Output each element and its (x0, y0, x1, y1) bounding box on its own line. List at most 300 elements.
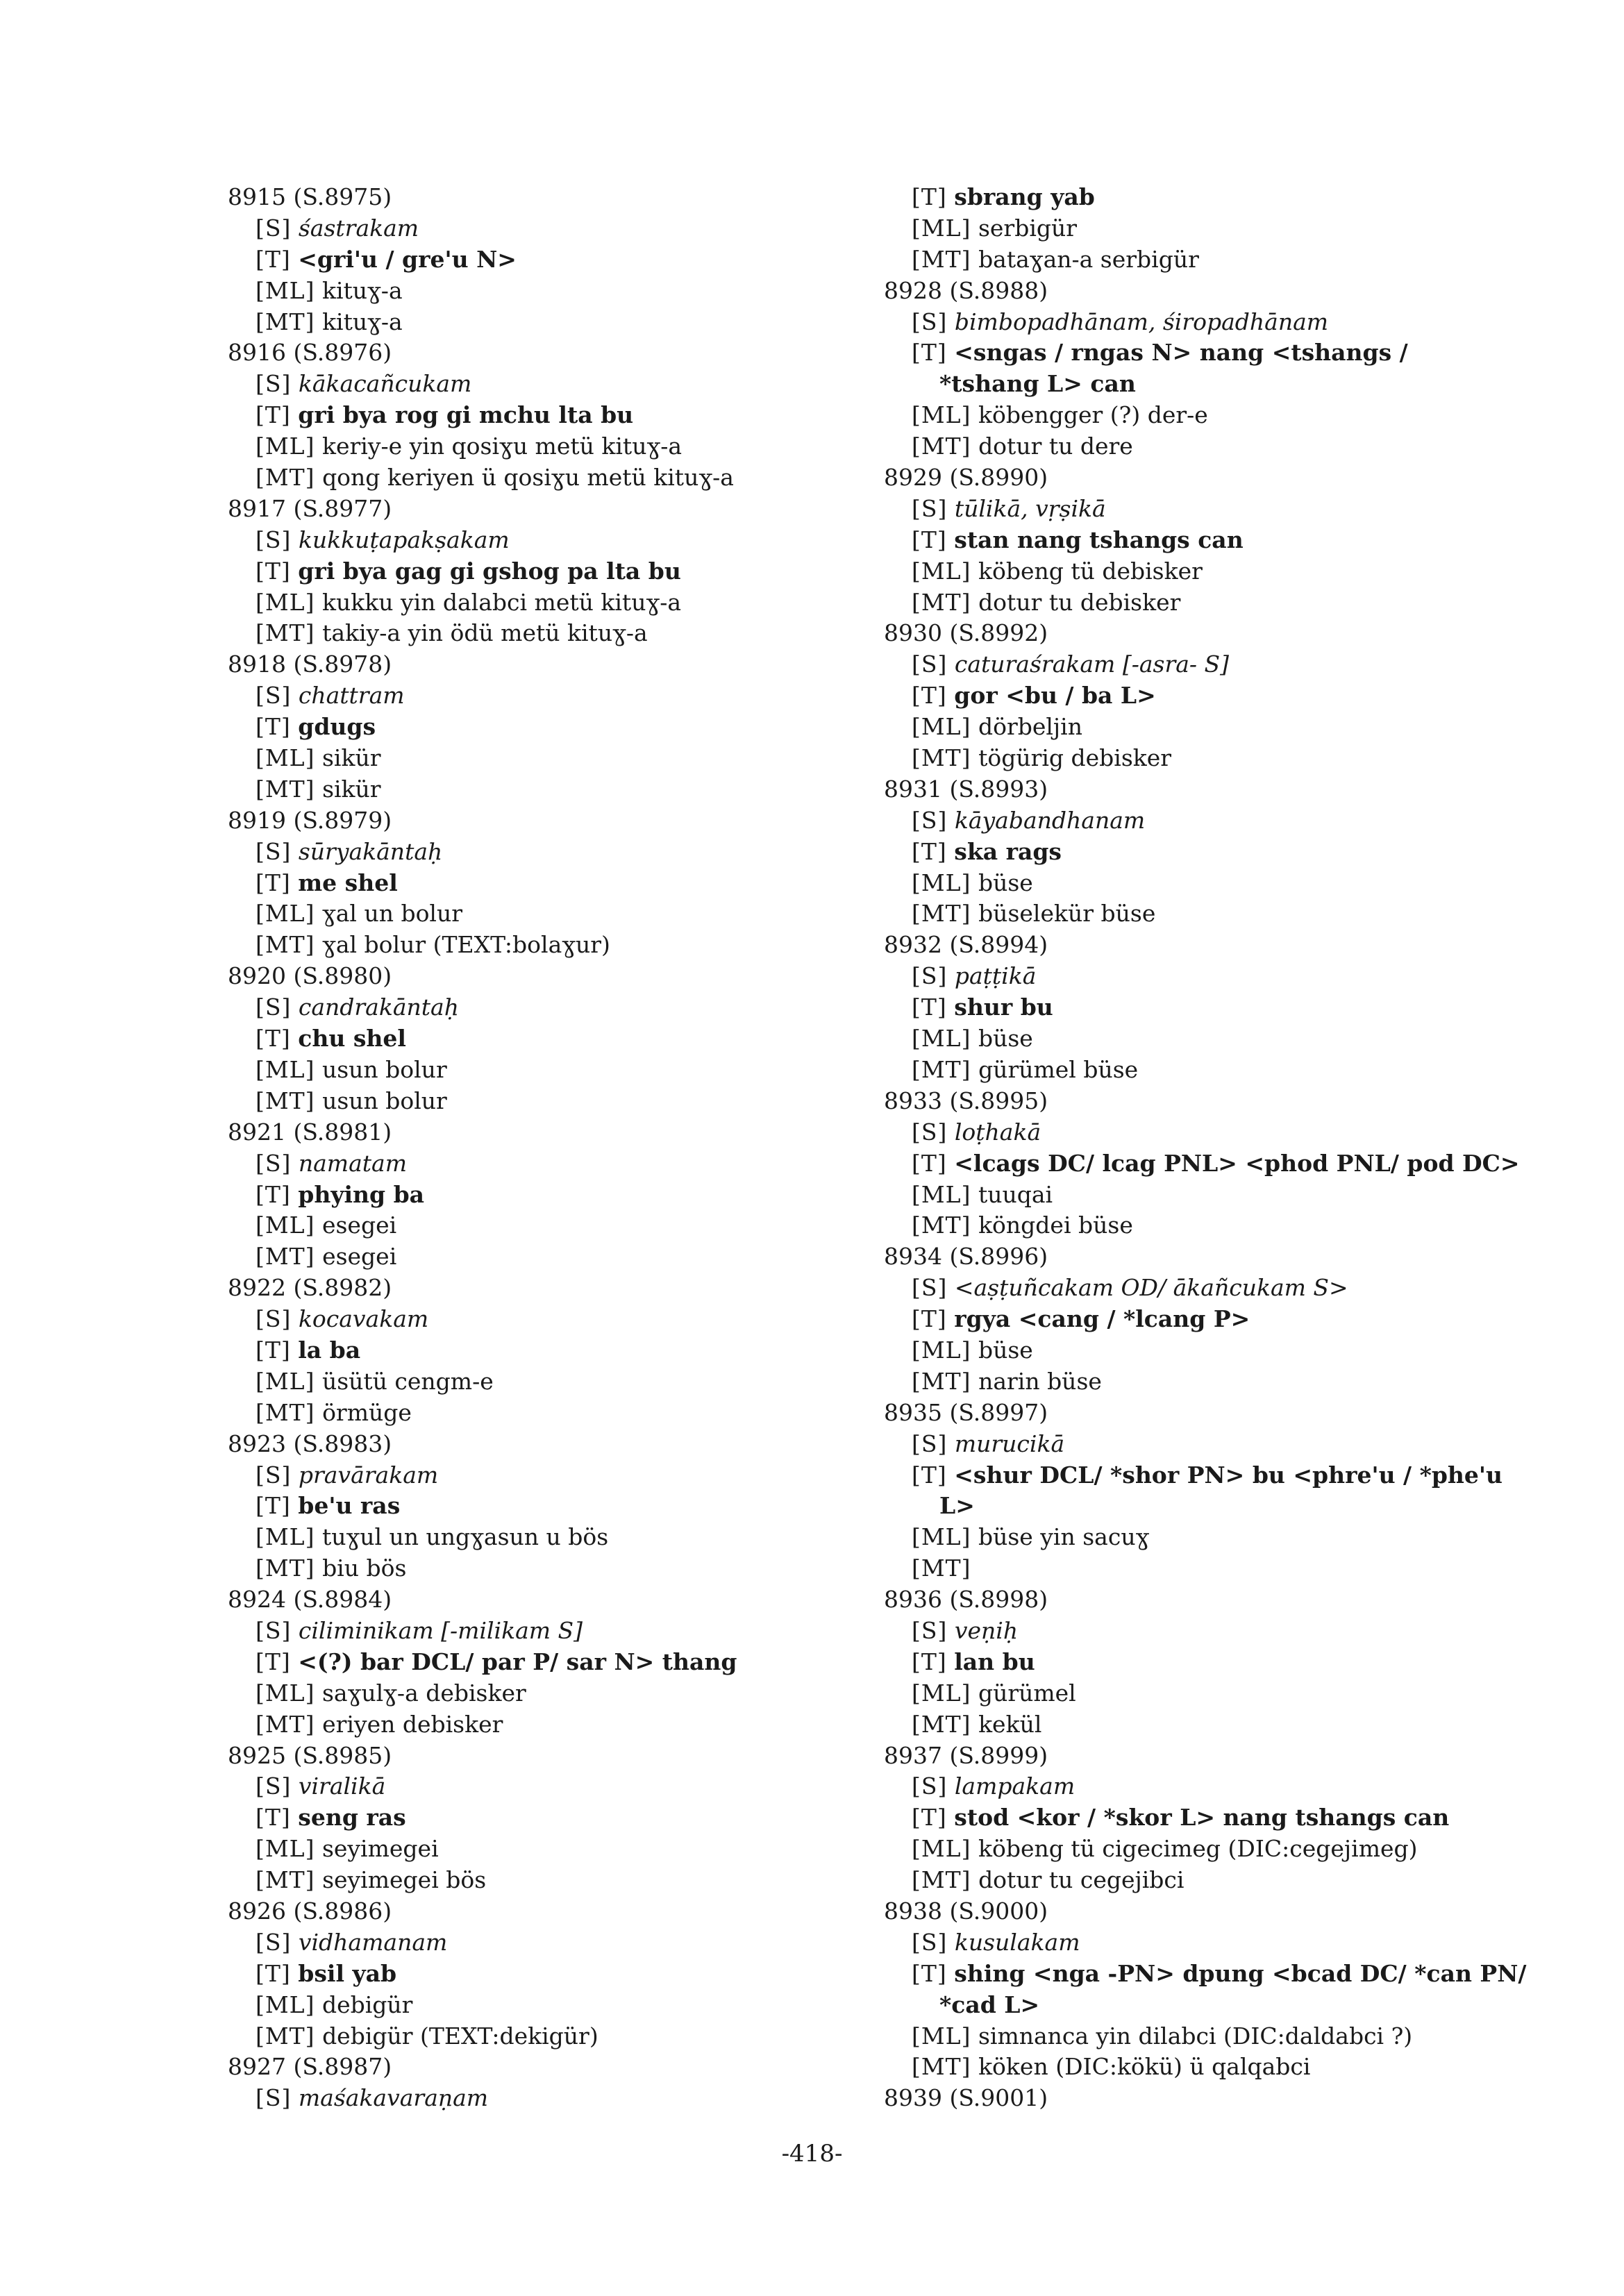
field-tag: [MT] (912, 744, 971, 772)
field-value: vidhamanam (298, 1928, 448, 1956)
entry-field (228, 1460, 894, 1491)
entry-field (884, 805, 1516, 837)
field-tag: [T] (912, 837, 947, 865)
field-tag: [S] (912, 1616, 948, 1644)
field-tag: [T] (256, 1959, 291, 1987)
field-value: debigür (321, 1991, 413, 2018)
field-value: śastrakam (298, 214, 419, 242)
field-value: kocavakam (298, 1305, 429, 1333)
entry-number: 8931 (S.8993) (884, 775, 1048, 803)
field-tag: [ML] (912, 401, 971, 429)
entry-field (228, 868, 894, 899)
field-value: ciliminikam [-milikam S] (298, 1616, 583, 1644)
field-tag: [MT] (912, 1866, 971, 1894)
field-value: seng ras (298, 1804, 406, 1832)
right-column (884, 182, 1527, 2114)
field-tag: [ML] (912, 214, 971, 242)
field-tag: [T] (256, 1804, 291, 1832)
field-tag: [ML] (256, 276, 315, 304)
entry-number: 8917 (S.8977) (228, 494, 392, 522)
field-value: kusulakam (954, 1928, 1080, 1956)
field-tag: [ML] (256, 1055, 315, 1083)
entry-field (884, 1927, 1516, 1959)
field-value: büse (978, 869, 1033, 896)
field-tag: [T] (256, 557, 291, 585)
entry-field (884, 1366, 1516, 1398)
entry-field (884, 1834, 1516, 1865)
entry-field (228, 1959, 894, 1990)
field-value: caturaśrakam [-asra- S] (954, 651, 1230, 678)
entry-field (228, 587, 894, 619)
field-tag: [ML] (912, 2022, 971, 2050)
field-value: paṭṭikā (954, 962, 1037, 990)
field-value: rgya <cang / *lcang P> (954, 1305, 1250, 1333)
field-tag: [T] (912, 994, 947, 1021)
entry-field (884, 1273, 1516, 1304)
field-value: köbengger (?) der-e (978, 401, 1208, 429)
field-tag: [MT] (912, 900, 971, 928)
field-value: serbigür (978, 214, 1078, 242)
field-value: sbrang yab (954, 183, 1095, 210)
field-tag: [ML] (912, 1180, 971, 1208)
field-tag: [T] (256, 1180, 291, 1208)
entry-field (228, 1148, 894, 1180)
field-tag: [T] (912, 183, 947, 210)
entry-field (228, 1241, 894, 1273)
entry-field (228, 1834, 894, 1865)
entry-field (228, 431, 894, 462)
field-tag: [ML] (256, 1212, 315, 1239)
field-tag: [T] (912, 1804, 947, 1832)
field-value: loṭhakā (954, 1118, 1041, 1146)
entry-field (884, 2021, 1516, 2052)
field-value: narin büse (978, 1367, 1102, 1395)
field-tag: [T] (912, 1149, 947, 1177)
field-tag: [T] (256, 1648, 291, 1675)
field-value: gri bya rog gi mchu lta bu (298, 401, 634, 429)
entry-field (228, 1802, 894, 1834)
entry-number: 8920 (S.8980) (228, 962, 392, 990)
entry-field (884, 1210, 1516, 1241)
field-tag: [T] (912, 1648, 947, 1675)
field-value: büse yin sacuɣ (978, 1523, 1150, 1551)
field-tag: [ML] (256, 1679, 315, 1707)
field-value: tuɣul un ungɣasun u bös (321, 1523, 609, 1551)
entry-field (228, 930, 894, 961)
field-value: seyimegei bös (322, 1866, 487, 1894)
field-value: <gri'u / gre'u N> (298, 245, 517, 273)
entry-field (884, 743, 1516, 774)
field-value: phying ba (298, 1180, 425, 1208)
field-value: la ba (298, 1336, 361, 1364)
entry-number: 8930 (S.8992) (884, 619, 1048, 647)
entry-field (228, 1023, 894, 1055)
entry-field (884, 1959, 1527, 1990)
field-tag: [S] (912, 1430, 948, 1457)
field-tag: [MT] (912, 1710, 971, 1738)
field-value: örmüge (322, 1398, 412, 1426)
entry-field (228, 400, 894, 431)
field-tag: [MT] (256, 619, 315, 647)
field-value: pravārakam (298, 1461, 439, 1489)
field-tag: [S] (912, 806, 948, 834)
field-tag: [ML] (912, 1835, 971, 1863)
entry-field (228, 1366, 894, 1398)
entry-number: 8922 (S.8982) (228, 1274, 392, 1302)
entry-field (228, 898, 894, 930)
entry-field (228, 1678, 894, 1709)
field-tag: [S] (256, 1149, 292, 1177)
field-tag: [MT] (256, 1866, 315, 1894)
entry-number: 8937 (S.8999) (884, 1741, 1048, 1769)
entry-field (228, 618, 894, 649)
field-value: bimbopadhānam, śiropadhānam (954, 308, 1329, 335)
entry-field (228, 276, 894, 307)
field-value: esegei (321, 1212, 397, 1239)
field-value: debigür (TEXT:dekigür) (322, 2022, 598, 2050)
field-value: biu bös (322, 1555, 407, 1582)
field-value: tögürig debisker (978, 744, 1172, 772)
entry-field (884, 431, 1516, 462)
field-value: kituɣ-a (322, 308, 403, 335)
field-tag: [S] (256, 214, 292, 242)
field-value: ɣal bolur (TEXT:bolaɣur) (322, 931, 610, 959)
entry-field (228, 2021, 894, 2052)
entry-field (228, 1180, 894, 1211)
entry-field (228, 837, 894, 868)
entry-field (228, 525, 894, 556)
entry-field (884, 587, 1516, 619)
field-value: simnanca yin dilabci (DIC:daldabci ?) (978, 2022, 1413, 2050)
field-tag: [T] (256, 1025, 291, 1053)
entry-field (884, 1023, 1516, 1055)
field-tag: [ML] (912, 713, 971, 741)
field-tag: [S] (912, 308, 948, 335)
field-tag: [MT] (912, 2053, 971, 2081)
entry-field (884, 1553, 1516, 1584)
field-value: veṇiḥ (954, 1616, 1019, 1644)
entry-number: 8921 (S.8981) (228, 1118, 392, 1146)
field-value: <sngas / rngas N> nang <tshangs / (954, 339, 1408, 367)
field-tag: [ML] (912, 1025, 971, 1053)
entry-field (884, 961, 1516, 992)
field-tag: [MT] (912, 588, 971, 616)
field-value: eriyen debisker (322, 1710, 503, 1738)
field-tag: [ML] (256, 744, 315, 772)
entry-field (228, 680, 894, 712)
field-value: kāyabandhanam (954, 806, 1146, 834)
entry-field (228, 1304, 894, 1335)
entry-number: 8935 (S.8997) (884, 1398, 1048, 1426)
field-value: usun bolur (322, 1087, 447, 1114)
field-value: viralikā (298, 1773, 386, 1800)
field-tag: [MT] (912, 1055, 971, 1083)
field-tag: [ML] (256, 588, 315, 616)
entry-field (228, 1398, 894, 1429)
field-value: keriy-e yin qosiɣu metü kituɣ-a (321, 433, 683, 460)
entry-field (884, 1304, 1516, 1335)
field-value: ska rags (954, 837, 1062, 865)
entry-field (228, 369, 894, 400)
field-value: gor <bu / ba L> (954, 682, 1156, 710)
entry-field (228, 1055, 894, 1086)
left-column (228, 182, 894, 2114)
entry-number: 8939 (S.9001) (884, 2084, 1048, 2112)
entry-field (884, 307, 1516, 338)
entry-field (228, 1616, 894, 1647)
field-value: kukku yin dalabci metü kituɣ-a (321, 588, 682, 616)
field-tag: [S] (912, 1118, 948, 1146)
entry-field (884, 213, 1516, 244)
entry-field (884, 1055, 1516, 1086)
entry-field (884, 1802, 1516, 1834)
entry-continuation: *tshang L> can (939, 370, 1136, 398)
field-tag: [MT] (912, 245, 971, 273)
entry-field (884, 1180, 1516, 1211)
field-value: dotur tu dere (978, 433, 1133, 460)
entry-field (884, 1647, 1516, 1678)
field-tag: [S] (912, 1928, 948, 1956)
field-value: ɣal un bolur (321, 900, 463, 928)
field-value: köngdei büse (978, 1212, 1133, 1239)
entry-field (884, 837, 1516, 868)
entry-field (228, 1865, 894, 1896)
entry-field (884, 898, 1516, 930)
entry-field (884, 1117, 1516, 1148)
field-tag: [S] (912, 494, 948, 522)
entry-field (228, 462, 894, 494)
field-value: gürümel (978, 1679, 1076, 1707)
field-tag: [MT] (256, 308, 315, 335)
field-tag: [T] (256, 245, 291, 273)
field-value: be'u ras (298, 1492, 401, 1520)
entry-field (228, 213, 894, 244)
entry-field (884, 182, 1516, 213)
field-tag: [MT] (912, 1367, 971, 1395)
entry-field (228, 1990, 894, 2021)
field-tag: [S] (256, 1305, 292, 1333)
field-tag: [S] (912, 651, 948, 678)
entry-number: 8923 (S.8983) (228, 1430, 392, 1457)
entry-field (228, 712, 894, 743)
field-tag: [ML] (256, 433, 315, 460)
entry-field (884, 1522, 1516, 1553)
field-value: chattram (298, 682, 405, 710)
field-value: sikür (321, 744, 381, 772)
field-tag: [S] (256, 1461, 292, 1489)
entry-field (884, 1335, 1516, 1366)
field-tag: [S] (912, 962, 948, 990)
field-value: maśakavaraṇam (298, 2084, 489, 2112)
field-value: bataɣan-a serbigür (978, 245, 1199, 273)
field-tag: [S] (912, 1274, 948, 1302)
field-value: gri bya gag gi gshog pa lta bu (298, 557, 681, 585)
entry-number: 8916 (S.8976) (228, 339, 392, 367)
field-tag: [T] (256, 401, 291, 429)
field-value: kākacañcukam (298, 370, 472, 398)
field-value: büse (978, 1336, 1033, 1364)
field-tag: [T] (912, 682, 947, 710)
entry-field (884, 525, 1516, 556)
field-tag: [T] (912, 1305, 947, 1333)
field-value: üsütü cengm-e (321, 1367, 494, 1395)
entry-field (228, 1522, 894, 1553)
entry-number: 8938 (S.9000) (884, 1897, 1048, 1925)
field-value: <(?) bar DCL/ par P/ sar N> thang (298, 1648, 737, 1675)
field-tag: [S] (256, 682, 292, 710)
entry-number: 8928 (S.8988) (884, 276, 1048, 304)
field-tag: [MT] (256, 464, 315, 492)
entry-number: 8919 (S.8979) (228, 806, 392, 834)
entry-number: 8933 (S.8995) (884, 1087, 1048, 1114)
field-tag: [T] (912, 339, 947, 367)
entry-field (228, 1210, 894, 1241)
field-value: dotur tu cegejibci (978, 1866, 1184, 1894)
field-value: büselekür büse (978, 900, 1156, 928)
entry-field (884, 1460, 1516, 1491)
field-tag: [S] (256, 1616, 292, 1644)
field-tag: [S] (256, 2084, 292, 2112)
field-tag: [MT] (256, 1243, 315, 1271)
field-tag: [MT] (256, 1087, 315, 1114)
entry-field (228, 1771, 894, 1802)
field-tag: [MT] (912, 1555, 971, 1582)
field-tag: [ML] (912, 1336, 971, 1364)
field-tag: [T] (256, 713, 291, 741)
entry-field (884, 1429, 1516, 1460)
field-value: stan nang tshangs can (954, 526, 1244, 553)
field-tag: [MT] (256, 1398, 315, 1426)
entry-field (884, 1709, 1516, 1741)
field-value: sūryakāntaḥ (298, 837, 443, 865)
field-value: bsil yab (298, 1959, 397, 1987)
entry-field (884, 868, 1516, 899)
entry-field (884, 2052, 1516, 2083)
field-value: büse (978, 1025, 1033, 1053)
field-tag: [S] (256, 370, 292, 398)
field-value: <shur DCL/ *shor PN> bu <phre'u / *phe'u (954, 1461, 1503, 1489)
entry-field (884, 1678, 1516, 1709)
entry-field (884, 992, 1516, 1023)
field-value: köbeng tü cigecimeg (DIC:cegejimeg) (978, 1835, 1418, 1863)
field-tag: [T] (912, 1461, 947, 1489)
field-value: murucikā (954, 1430, 1065, 1457)
entry-field (228, 1709, 894, 1741)
entry-field (884, 1865, 1516, 1896)
field-value: <lcags DC/ lcag PNL> <phod PNL/ pod DC> (954, 1149, 1520, 1177)
field-value: lan bu (954, 1648, 1035, 1675)
field-value: shing <nga -PN> dpung <bcad DC/ *can PN/ (954, 1959, 1527, 1987)
field-tag: [MT] (256, 775, 315, 803)
entry-field (884, 712, 1516, 743)
entry-number: 8926 (S.8986) (228, 1897, 392, 1925)
field-value: chu shel (298, 1025, 406, 1053)
entry-number: 8915 (S.8975) (228, 183, 392, 210)
field-value: lampakam (954, 1773, 1075, 1800)
field-value: kituɣ-a (321, 276, 403, 304)
field-value: seyimegei (321, 1835, 439, 1863)
field-value: gürümel büse (978, 1055, 1139, 1083)
field-tag: [MT] (256, 1710, 315, 1738)
field-tag: [ML] (912, 869, 971, 896)
field-tag: [S] (256, 994, 292, 1021)
entry-number: 8934 (S.8996) (884, 1243, 1048, 1271)
field-tag: [S] (256, 526, 292, 553)
field-tag: [ML] (256, 900, 315, 928)
entry-field (884, 1616, 1516, 1647)
field-value: köken (DIC:kökü) ü qalqabci (978, 2053, 1311, 2081)
entry-number: 8936 (S.8998) (884, 1586, 1048, 1614)
field-value: qong keriyen ü qosiɣu metü kituɣ-a (322, 464, 734, 492)
field-value: namatam (298, 1149, 407, 1177)
field-value: kekül (978, 1710, 1042, 1738)
entry-field (228, 307, 894, 338)
field-tag: [S] (912, 1773, 948, 1800)
field-tag: [MT] (912, 433, 971, 460)
field-value: gdugs (298, 713, 376, 741)
field-tag: [ML] (912, 557, 971, 585)
entry-field (228, 2083, 894, 2114)
entry-number: 8927 (S.8987) (228, 2053, 392, 2081)
entry-field (884, 680, 1516, 712)
field-tag: [T] (256, 869, 291, 896)
field-value: stod <kor / *skor L> nang tshangs can (954, 1804, 1450, 1832)
field-value: <aṣṭuñcakam OD/ ākañcukam S> (954, 1274, 1348, 1302)
entry-field (228, 1553, 894, 1584)
entry-number: 8929 (S.8990) (884, 464, 1048, 492)
field-value: sikür (322, 775, 381, 803)
entry-field (228, 1491, 894, 1522)
field-value: esegei (322, 1243, 397, 1271)
field-value: shur bu (954, 994, 1053, 1021)
field-tag: [MT] (256, 1555, 315, 1582)
field-tag: [MT] (912, 1212, 971, 1239)
field-value: takiy-a yin ödü metü kituɣ-a (322, 619, 648, 647)
entry-field (884, 400, 1516, 431)
entry-field (228, 743, 894, 774)
field-tag: [MT] (256, 2022, 315, 2050)
field-tag: [MT] (256, 931, 315, 959)
field-value: candrakāntaḥ (298, 994, 459, 1021)
entry-field (228, 1335, 894, 1366)
field-tag: [ML] (912, 1679, 971, 1707)
field-tag: [T] (912, 1959, 947, 1987)
entry-field (228, 992, 894, 1023)
entry-field (228, 774, 894, 805)
field-value: tūlikā, vṛṣikā (954, 494, 1106, 522)
entry-number: 8924 (S.8984) (228, 1586, 392, 1614)
entry-continuation: L> (939, 1492, 975, 1520)
field-value: köbeng tü debisker (978, 557, 1203, 585)
entry-continuation: *cad L> (939, 1991, 1040, 2018)
entry-field (884, 649, 1516, 680)
entry-number: 8918 (S.8978) (228, 651, 392, 678)
entry-field (884, 1771, 1516, 1802)
entry-field (228, 556, 894, 587)
entry-field (228, 1086, 894, 1117)
field-tag: [T] (912, 526, 947, 553)
entry-field (884, 1148, 1520, 1180)
field-value: kukkuṭapakṣakam (298, 526, 510, 553)
field-tag: [ML] (256, 1991, 315, 2018)
entry-field (228, 1647, 894, 1678)
page-number: -418- (781, 2140, 843, 2168)
entry-number: 8932 (S.8994) (884, 931, 1048, 959)
entry-field (884, 337, 1516, 369)
field-tag: [T] (256, 1492, 291, 1520)
field-value: me shel (298, 869, 398, 896)
field-tag: [S] (256, 1928, 292, 1956)
